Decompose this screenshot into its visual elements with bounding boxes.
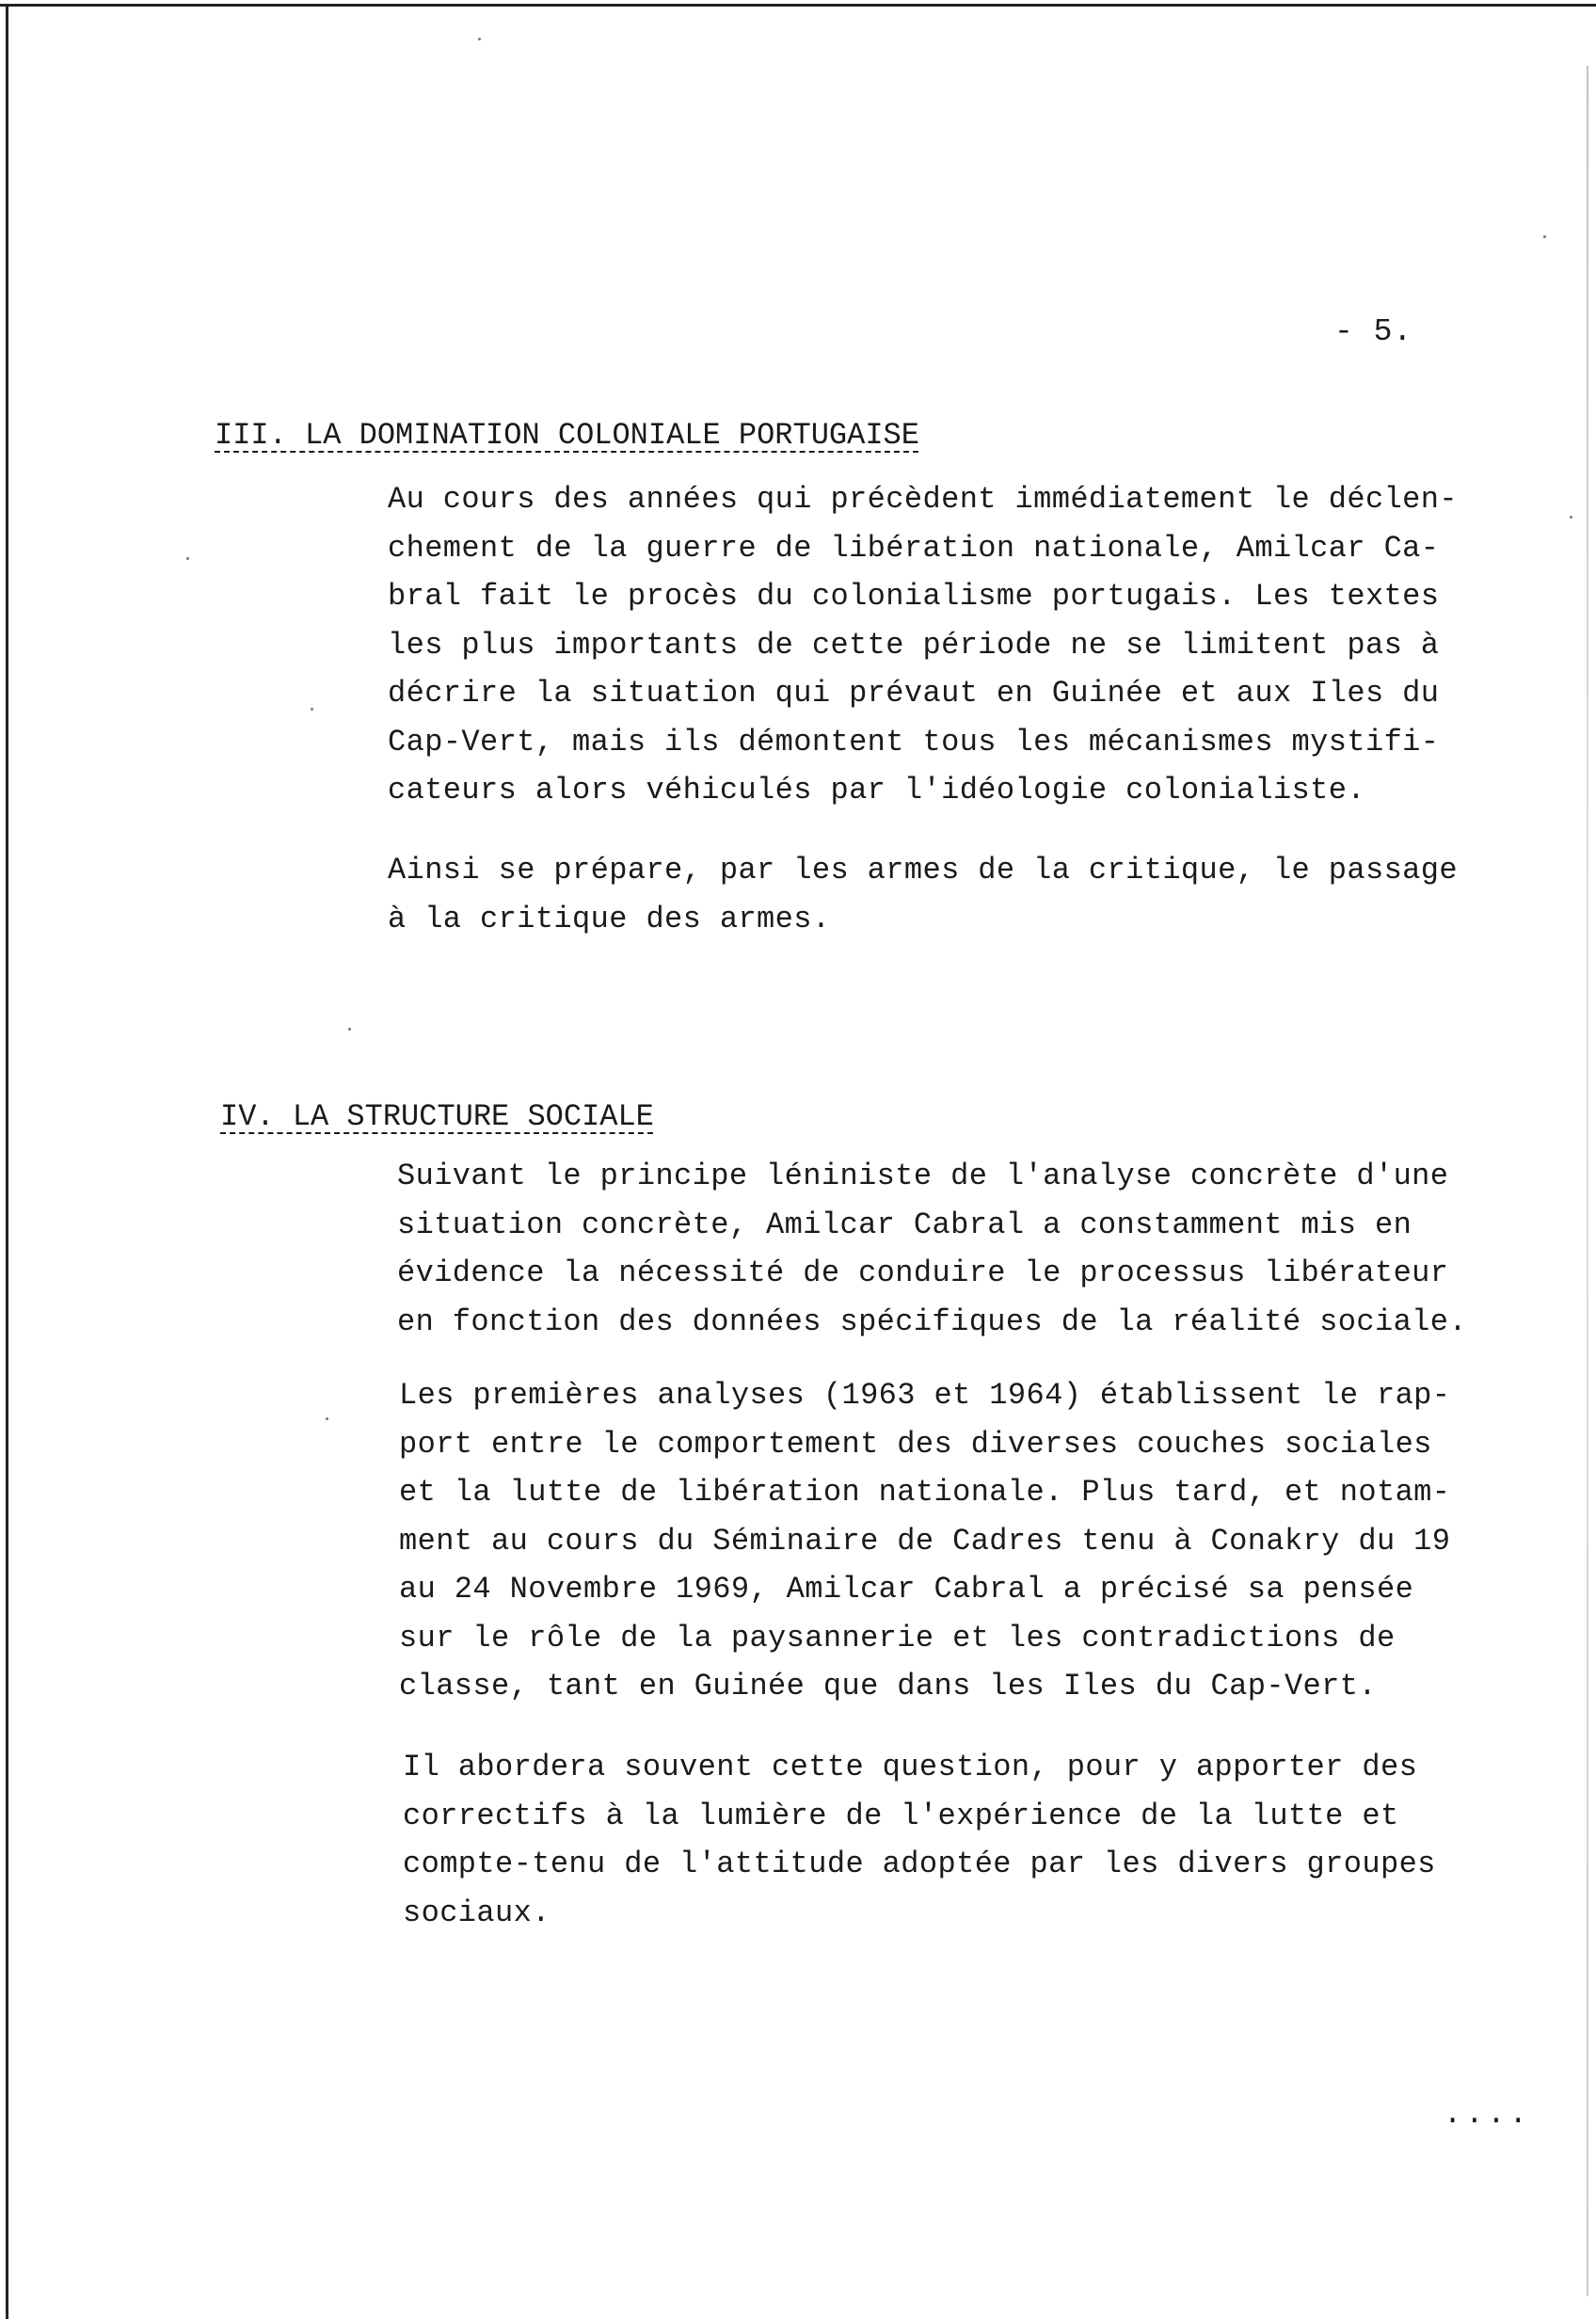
section-heading: III. LA DOMINATION COLONIALE PORTUGAISE: [215, 418, 919, 453]
scan-speck: [478, 38, 481, 40]
scan-speck: [326, 1417, 328, 1420]
paragraph: Les premières analyses (1963 et 1964) établissent le rap- port entre le comportement des diverses couches sociales et la lutte de libération nationale. Plus tard, et notam- ment au cours du Séminaire de Cadres tenu à Conakry du 19 au 24 Novembre 1969, Amilcar Cabral a précisé sa pensée sur le rôle de la paysannerie et les contradictions de classe, tant en Guinée que dans les Iles du Cap-Vert.: [399, 1378, 1451, 1703]
page-border-top: [0, 4, 1596, 7]
scan-speck: [1570, 516, 1572, 519]
paragraph: Suivant le principe léniniste de l'analyse concrète d'une situation concrète, Amilcar Cabral a constamment mis en évidence la nécessité de conduire le processus libérateur en fonction des données spécifiques de la réalité sociale.: [397, 1159, 1467, 1339]
scan-speck: [1543, 235, 1546, 238]
scan-speck: [348, 1028, 351, 1031]
page-border-right: [1587, 66, 1588, 2296]
page-number: - 5.: [1334, 314, 1413, 349]
paragraph: Il abordera souvent cette question, pour y apporter des correctifs à la lumière de l'expérience de la lutte et compte-tenu de l'attitude adoptée par les divers groupes sociaux.: [403, 1750, 1436, 1930]
continuation-mark: ....: [1444, 2097, 1531, 2132]
paragraph: Ainsi se prépare, par les armes de la critique, le passage à la critique des armes.: [388, 853, 1458, 936]
scan-speck: [311, 708, 313, 711]
page-border-left: [6, 4, 8, 2319]
section-heading: IV. LA STRUCTURE SOCIALE: [220, 1099, 654, 1134]
scan-speck: [186, 557, 189, 560]
paragraph: Au cours des années qui précèdent immédiatement le déclen- chement de la guerre de libération nationale, Amilcar Ca- bral fait le procès du colonialisme portugais. Les textes les plus importants de cette période ne se limitent pas à décrire la situation qui prévaut en Guinée et aux Iles du Cap-Vert, mais ils démontent tous les mécanismes mystifi- cateurs alors véhiculés par l'idéologie colonialiste.: [388, 482, 1458, 808]
